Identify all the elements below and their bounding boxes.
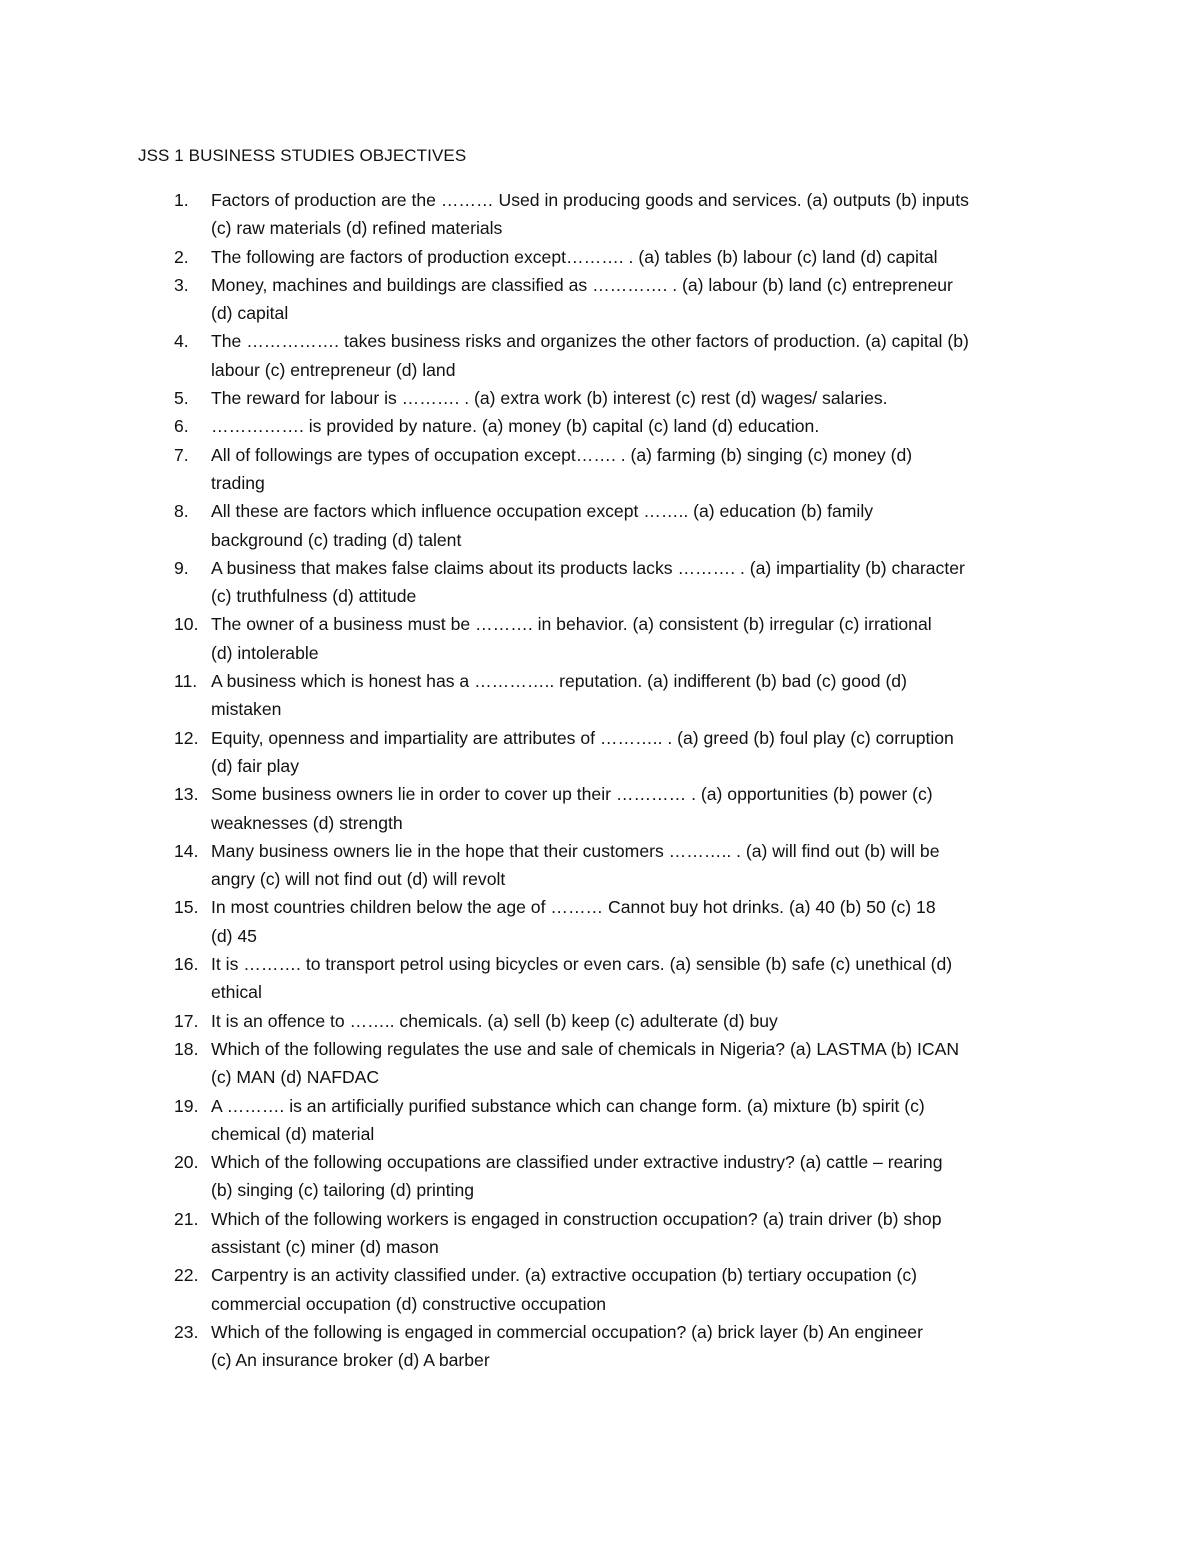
question-number: 10. [174,614,199,635]
question-text-line: labour (c) entrepreneur (d) land [211,359,456,380]
question-number: 20. [174,1152,199,1173]
question-text-line: Factors of production are the ……… Used in producing goods and services. (a) outputs (b) inputs [211,190,969,210]
question-number: 22. [174,1265,199,1286]
question-item [0,610,1200,667]
question-text-line: A business that makes false claims about its products lacks ………. . (a) impartiality (b) character [211,557,965,578]
question-text-line: assistant (c) miner (d) mason [211,1236,439,1257]
question-text-line: Equity, openness and impartiality are attributes of ……….. . (a) greed (b) foul play (c) corruption [211,727,954,748]
question-item [0,837,1200,894]
question-text-line: ethical [211,982,262,1003]
question-text-line: Many business owners lie in the hope that their customers ……….. . (a) will find out (b) will be [211,840,940,861]
question-text-line: trading [211,472,265,493]
question-text-line: (d) 45 [211,925,257,946]
question-item [0,243,1200,271]
question-item [0,1035,1200,1092]
question-list [0,186,1200,1374]
question-number: 4. [174,331,189,352]
question-text-line: All these are factors which influence occupation except …….. (a) education (b) family [211,501,874,522]
question-text-line: (d) capital [211,303,289,324]
question-number: 12. [174,727,199,748]
question-text-line: commercial occupation (d) constructive occupation [211,1293,607,1314]
question-text-line: Carpentry is an activity classified under. (a) extractive occupation (b) tertiary occupation (c) [211,1265,918,1286]
question-number: 18. [174,1038,199,1059]
question-text-line: (c) truthfulness (d) attitude [211,586,417,607]
question-number: 5. [174,388,189,409]
question-item [0,186,1200,243]
question-item [0,1092,1200,1149]
question-number: 7. [174,444,189,465]
question-number: 19. [174,1095,199,1116]
question-text-line: background (c) trading (d) talent [211,529,462,550]
question-item [0,554,1200,611]
question-number: 9. [174,557,189,578]
question-number: 11. [174,671,198,692]
question-text-line: The reward for labour is ………. . (a) extra work (b) interest (c) rest (d) wages/ salaries. [211,388,888,409]
question-text-line: ……………. is provided by nature. (a) money (b) capital (c) land (d) education. [211,416,820,437]
question-number: 16. [174,954,199,975]
question-item [0,893,1200,950]
question-item [0,1318,1200,1375]
question-number: 6. [174,416,189,437]
question-number: 8. [174,501,189,522]
question-text-line: It is ………. to transport petrol using bicycles or even cars. (a) sensible (b) safe (c) unethical (d) [211,954,953,975]
question-item [0,412,1200,440]
question-item [0,1148,1200,1205]
question-text-line: It is an offence to …….. chemicals. (a) sell (b) keep (c) adulterate (d) buy [211,1010,778,1031]
question-text-line: (d) fair play [211,755,299,776]
question-item [0,780,1200,837]
question-item [0,327,1200,384]
question-text-line: Which of the following regulates the use and sale of chemicals in Nigeria? (a) LASTMA (b) ICAN [211,1038,960,1059]
question-text-line: chemical (d) material [211,1123,375,1144]
question-item [0,384,1200,412]
question-item [0,950,1200,1007]
question-text-line: (c) MAN (d) NAFDAC [211,1067,380,1088]
question-item [0,497,1200,554]
question-item [0,1007,1200,1035]
question-text-line: mistaken [211,699,282,720]
question-text-line: angry (c) will not find out (d) will revolt [211,869,506,890]
document-title: JSS 1 BUSINESS STUDIES OBJECTIVES [138,146,467,165]
question-number: 21. [174,1208,199,1229]
question-text-line: (c) raw materials (d) refined materials [211,218,503,239]
question-text-line: A ………. is an artificially purified substance which can change form. (a) mixture (b) spirit (c) [211,1095,925,1116]
question-text-line: Some business owners lie in order to cover up their ………… . (a) opportunities (b) power (c) [211,784,933,805]
question-item [0,724,1200,781]
question-item [0,1261,1200,1318]
question-text-line: The following are factors of production except………. . (a) tables (b) labour (c) land (d) capital [211,246,938,267]
question-text-line: (c) An insurance broker (d) A barber [211,1350,490,1371]
question-number: 17. [174,1010,199,1031]
question-text-line: A business which is honest has a ………….. reputation. (a) indifferent (b) bad (c) good (d) [211,671,907,692]
question-item [0,667,1200,724]
question-number: 2. [174,246,189,267]
question-text-line: weaknesses (d) strength [211,812,403,833]
question-number: 23. [174,1321,199,1342]
question-text-line: The owner of a business must be ………. in behavior. (a) consistent (b) irregular (c) irrational [211,614,932,635]
question-text-line: The ……………. takes business risks and organizes the other factors of production. (a) capital (b) [211,331,969,352]
question-number: 15. [174,897,199,918]
question-text-line: All of followings are types of occupation except……. . (a) farming (b) singing (c) money (d) [211,444,913,465]
question-text-line: (d) intolerable [211,642,319,663]
question-item [0,1205,1200,1262]
question-text-line: Which of the following occupations are classified under extractive industry? (a) cattle – rearing [211,1152,943,1173]
question-text-line: Which of the following workers is engaged in construction occupation? (a) train driver (b) shop [211,1208,942,1229]
question-number: 3. [174,274,189,295]
question-item [0,441,1200,498]
question-text-line: (b) singing (c) tailoring (d) printing [211,1180,475,1201]
question-text-line: Money, machines and buildings are classified as …………. . (a) labour (b) land (c) entrepreneur [211,274,953,295]
question-text-line: Which of the following is engaged in commercial occupation? (a) brick layer (b) An engineer [211,1321,923,1342]
question-number: 14. [174,840,199,861]
question-item [0,271,1200,328]
question-text-line: In most countries children below the age of ……… Cannot buy hot drinks. (a) 40 (b) 50 (c) 18 [211,897,936,918]
question-number: 1. [174,190,189,210]
question-number: 13. [174,784,199,805]
